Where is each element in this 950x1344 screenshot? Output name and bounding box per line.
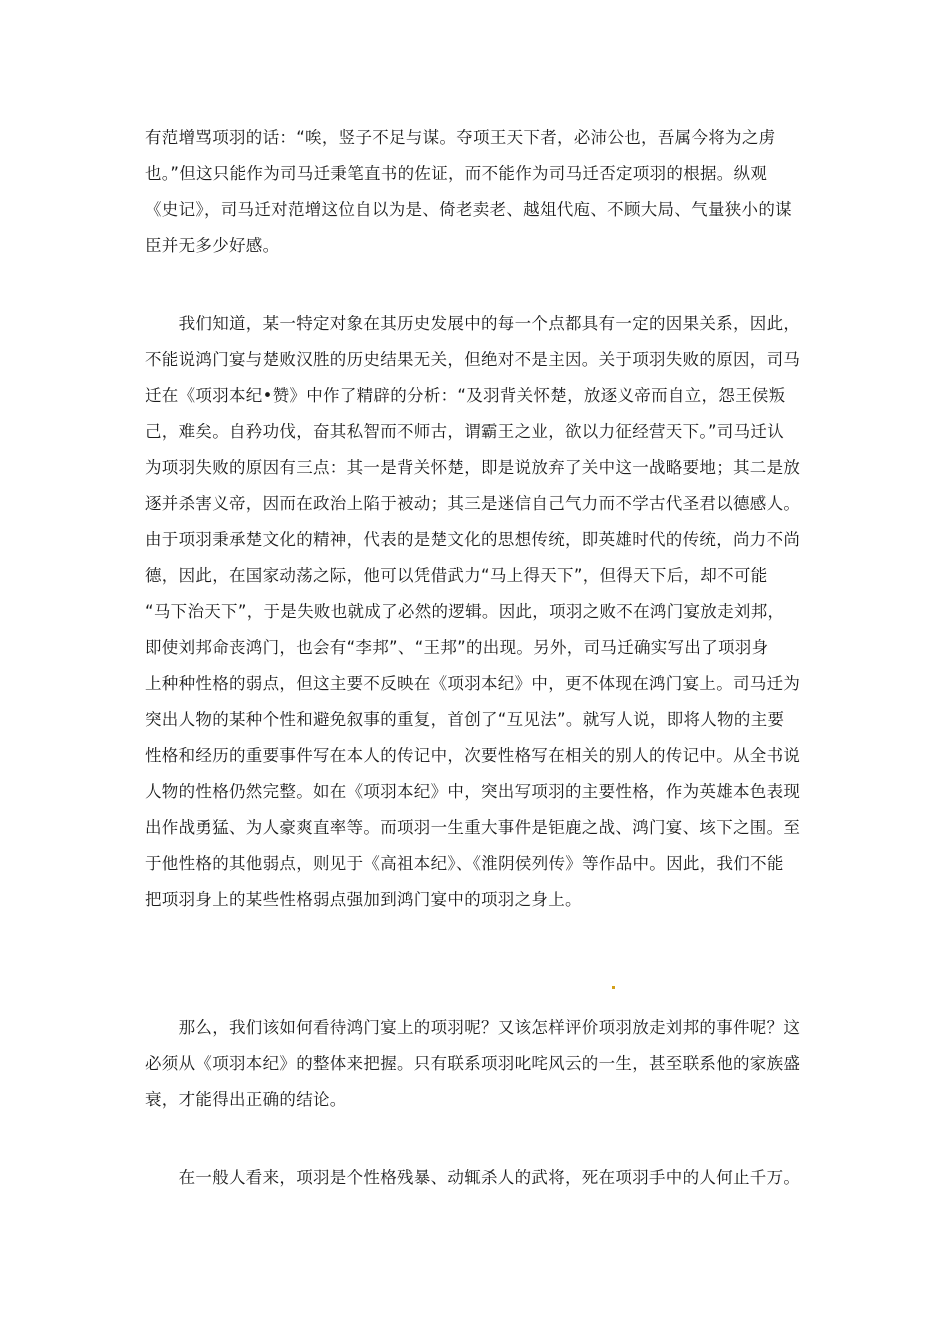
text-line: 人物的性格仍然完整。如在《项羽本纪》中，突出写项羽的主要性格，作为英雄本色表现 (145, 782, 801, 801)
text-line: 于他性格的其他弱点，则见于《高祖本纪》、《淮阴侯列传》等作品中。因此，我们不能 (145, 854, 784, 873)
text-line: 为项羽失败的原因有三点：其一是背关怀楚，即是说放弃了关中这一战略要地；其二是放 (145, 458, 801, 477)
paragraph-causes-of-defeat (145, 306, 810, 918)
paragraph-common-view (145, 1160, 810, 1196)
paragraph-fan-zeng (145, 120, 810, 264)
text-line: 衰，才能得出正确的结论。 (145, 1090, 347, 1109)
stray-mark (612, 986, 615, 989)
text-line: 有范增骂项羽的话：“唉，竖子不足与谋。夺项王天下者，必沛公也，吾属今将为之虏 (145, 128, 776, 147)
text-line: “马下治天下”，于是失败也就成了必然的逻辑。因此，项羽之败不在鸿门宴放走刘邦， (145, 602, 785, 621)
text-line: 那么，我们该如何看待鸿门宴上的项羽呢？又该怎样评价项羽放走刘邦的事件呢？这 (145, 1018, 801, 1037)
text-line: 性格和经历的重要事件写在本人的传记中，次要性格写在相关的别人的传记中。从全书说 (145, 746, 801, 765)
text-line: 出作战勇猛、为人豪爽直率等。而项羽一生重大事件是钜鹿之战、鸿门宴、垓下之围。至 (145, 818, 801, 837)
paragraph-how-to-view (145, 1010, 810, 1118)
text-line: 《史记》，司马迁对范增这位自以为是、倚老卖老、越俎代庖、不顾大局、气量狭小的谋 (145, 200, 792, 219)
text-line: 把项羽身上的某些性格弱点强加到鸿门宴中的项羽之身上。 (145, 890, 582, 909)
text-line: 我们知道，某一特定对象在其历史发展中的每一个点都具有一定的因果关系，因此， (145, 314, 801, 333)
text-line: 迁在《项羽本纪•赞》中作了精辟的分析：“及羽背关怀楚，放逐义帝而自立，怨王侯叛 (145, 386, 786, 405)
text-line: 己，难矣。自矜功伐，奋其私智而不师古，谓霸王之业，欲以力征经营天下。”司马迁认 (145, 422, 784, 441)
text-line: 德，因此，在国家动荡之际，他可以凭借武力“马上得天下”，但得天下后，却不可能 (145, 566, 768, 585)
text-line: 由于项羽秉承楚文化的精神，代表的是楚文化的思想传统，即英雄时代的传统，尚力不尚 (145, 530, 801, 549)
text-line: 臣并无多少好感。 (145, 236, 280, 255)
text-line: 必须从《项羽本纪》的整体来把握。只有联系项羽叱咤风云的一生，甚至联系他的家族盛 (145, 1054, 801, 1073)
text-line: 在一般人看来，项羽是个性格残暴、动辄杀人的武将，死在项羽手中的人何止千万。 (145, 1168, 801, 1187)
text-line: 也。”但这只能作为司马迁秉笔直书的佐证，而不能作为司马迁否定项羽的根据。纵观 (145, 164, 768, 183)
text-line: 逐并杀害义帝，因而在政治上陷于被动；其三是迷信自己气力而不学古代圣君以德感人。 (145, 494, 801, 513)
text-line: 上种种性格的弱点，但这主要不反映在《项羽本纪》中，更不体现在鸿门宴上。司马迁为 (145, 674, 801, 693)
text-line: 突出人物的某种个性和避免叙事的重复，首创了“互见法”。就写人说，即将人物的主要 (145, 710, 785, 729)
text-line: 不能说鸿门宴与楚败汉胜的历史结果无关，但绝对不是主因。关于项羽失败的原因，司马 (145, 350, 801, 369)
text-line: 即使刘邦命丧鸿门，也会有“李邦”、“王邦”的出现。另外，司马迁确实写出了项羽身 (145, 638, 769, 657)
